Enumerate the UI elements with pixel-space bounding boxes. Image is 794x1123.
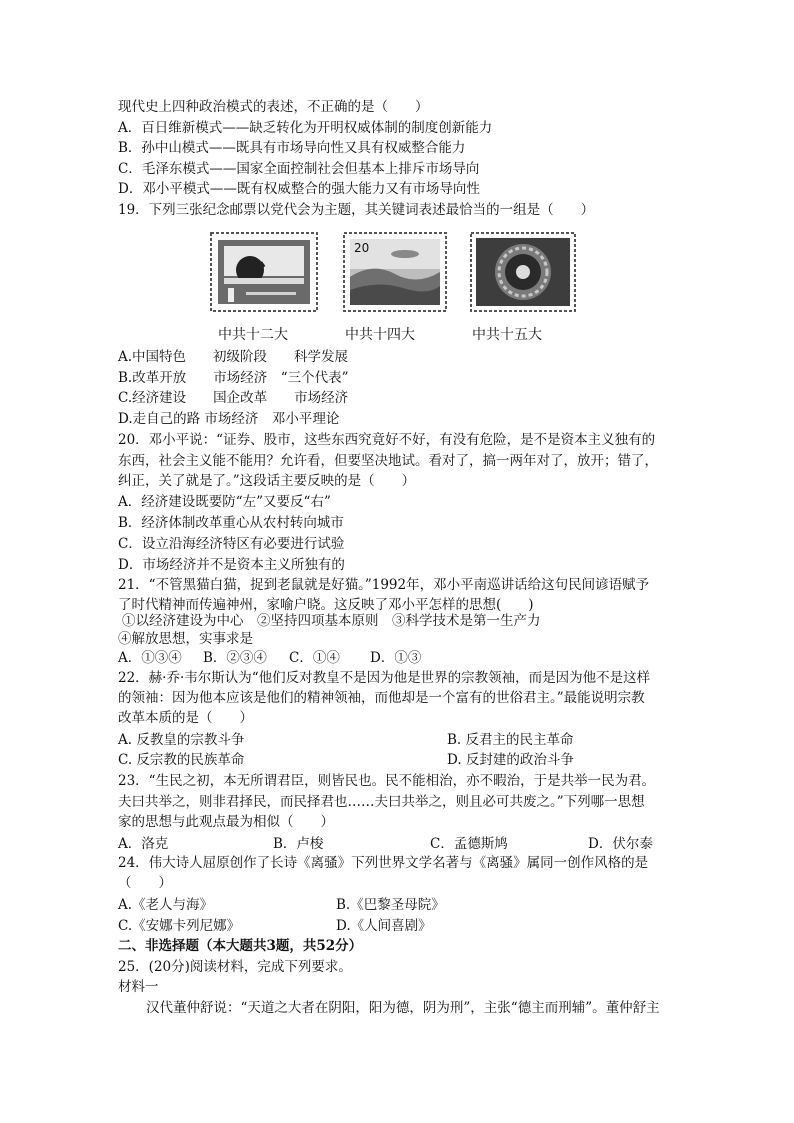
question-21: 了时代精神而传遍神州，家喻户晓。这反映了邓小平怎样的思想( ) — [118, 597, 534, 613]
q21-option-a: A．①③④ — [118, 650, 182, 666]
q24-option-a: A.《老人与海》 — [118, 897, 214, 913]
q22-option-d: D. 反封建的政治斗争 — [447, 752, 574, 768]
question-25: 25．(20分)阅读材料，完成下列要求。 — [118, 959, 352, 975]
q20-option-a: A．经济建设既要防“左”又要反“右” — [118, 494, 331, 510]
q19-option-b: B.改革开放 市场经济 “三个代表” — [118, 370, 349, 386]
q22-option-a: A. 反教皇的宗教斗争 — [118, 732, 245, 748]
q19-option-a: A.中国特色 初级阶段 科学发展 — [118, 349, 349, 365]
q22-option-c: C. 反宗教的民族革命 — [118, 752, 245, 768]
stamp-14th-image — [343, 232, 447, 312]
q21-item: ①以经济建设为中心 ②坚持四项基本原则 ③科学技术是第一生产力 — [122, 613, 541, 629]
text-line: B．孙中山模式——既具有市场导向性又具有权威整合能力 — [118, 140, 466, 156]
question-23: 家的思想与此观点最为相似（ ） — [118, 814, 334, 830]
question-22: 改革本质的是（ ） — [118, 710, 253, 726]
material-label: 材料一 — [118, 979, 159, 995]
stamp-12th-congress — [210, 232, 318, 312]
q21-option-d: D．①③ — [370, 650, 422, 666]
q22-option-b: B. 反君主的民主革命 — [447, 732, 574, 748]
stamp-caption: 中共十四大 — [345, 327, 415, 343]
q20-option-c: C．设立沿海经济特区有必要进行试验 — [118, 536, 345, 552]
material-text: 汉代董仲舒说：“天道之大者在阴阳，阳为德，阴为刑”，主张“德主而刑辅”。董仲舒主 — [146, 1000, 660, 1016]
q21-item: ④解放思想，实事求是 — [118, 631, 253, 647]
q21-option-b: B．②③④ — [203, 650, 267, 666]
q19-option-d: D.走自己的路 市场经济 邓小平理论 — [118, 411, 340, 427]
question-20: 东西，社会主义能不能用？允许看，但要坚决地试。看对了，搞一两年对了，放开；错了， — [118, 453, 658, 469]
stamp-15th-image — [470, 232, 576, 312]
q24-option-c: C.《安娜卡列尼娜》 — [118, 918, 241, 934]
stamp-14th-congress — [343, 232, 447, 312]
q23-option-d: D．伏尔泰 — [588, 836, 653, 852]
stamp-12th-image — [210, 232, 318, 312]
stamp-15th-congress — [470, 232, 576, 312]
text-line: A．百日维新模式——缺乏转化为开明权威体制的制度创新能力 — [118, 120, 493, 136]
q20-option-b: B．经济体制改革重心从农村转向城市 — [118, 515, 344, 531]
section-heading: 二、非选择题（本大题共3题，共52分） — [118, 938, 363, 954]
question-24: （ ） — [118, 875, 172, 891]
q23-option-b: B．卢梭 — [273, 836, 324, 852]
question-22: 的领袖：因为他本应该是他们的精神领袖，而他却是一个富有的世俗君主。”最能说明宗教 — [118, 690, 645, 706]
q23-option-c: C．孟德斯鸠 — [430, 836, 508, 852]
question-19: 19．下列三张纪念邮票以党代会为主题，其关键词表述最恰当的一组是（ ） — [118, 202, 595, 218]
text-line: C．毛泽东模式——国家全面控制社会但基本上排斥市场导向 — [118, 161, 480, 177]
q24-option-d: D.《人间喜剧》 — [336, 918, 432, 934]
question-20: 20．邓小平说：“证券、股市，这些东西究竟好不好，有没有危险，是不是资本主义独有的 — [118, 432, 656, 448]
q21-option-c: C．①④ — [289, 650, 340, 666]
question-23: 23．“生民之初，本无所谓君臣，则皆民也。民不能相治，亦不暇治，于是共举一民为君。 — [118, 773, 656, 789]
q19-option-c: C.经济建设 国企改革 市场经济 — [118, 390, 349, 406]
q24-option-b: B.《巴黎圣母院》 — [336, 897, 445, 913]
question-24: 24．伟大诗人屈原创作了长诗《离骚》下列世界文学名著与《离骚》属同一创作风格的是 — [118, 855, 649, 871]
q23-option-a: A．洛克 — [118, 836, 169, 852]
question-20: 纠正，关了就是了。”这段话主要反映的是（ ） — [118, 473, 416, 489]
stamp-value-label: 20 — [354, 241, 370, 255]
stamp-caption: 中共十五大 — [472, 327, 542, 343]
question-21: 21．“不管黑猫白猫，捉到老鼠就是好猫。”1992年，邓小平南巡讲话给这句民间谚语赋予 — [118, 577, 650, 593]
q20-option-d: D．市场经济并不是资本主义所独有的 — [118, 557, 345, 573]
text-line: 现代史上四种政治模式的表述，不正确的是（ ） — [118, 99, 429, 115]
stamp-caption: 中共十二大 — [218, 327, 288, 343]
question-23: 夫曰共举之，则非君择民，而民择君也……夫曰共举之，则且必可共废之。”下列哪一思想 — [118, 794, 645, 810]
text-line: D．邓小平模式——既有权威整合的强大能力又有市场导向性 — [118, 181, 480, 197]
question-22: 22．赫·乔·韦尔斯认为“他们反对教皇不是因为他是世界的宗教领袖，而是因为他不是这样 — [118, 670, 651, 686]
